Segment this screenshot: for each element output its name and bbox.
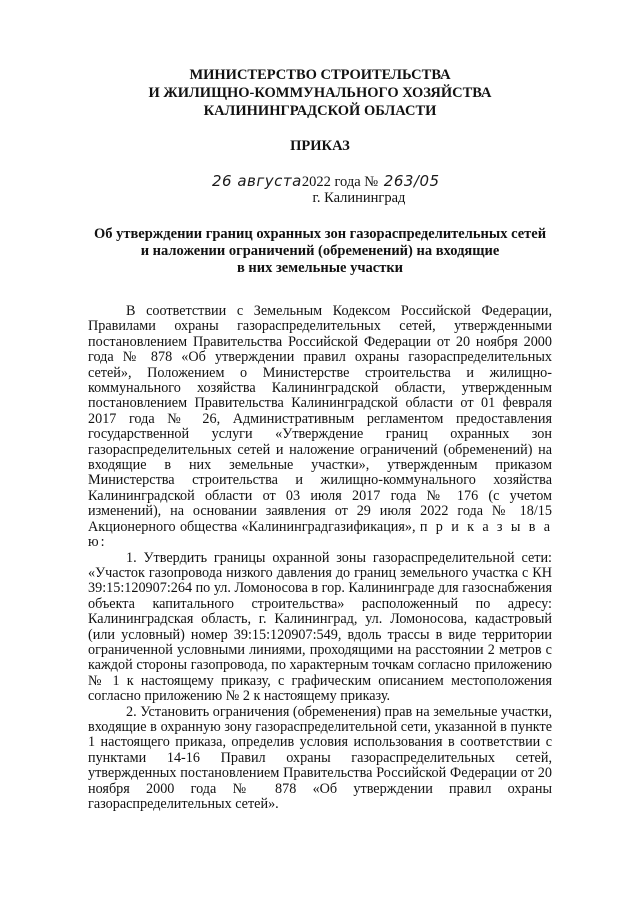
preamble-paragraph — [88, 304, 552, 551]
handwritten-order-number: 263/05 — [383, 172, 440, 190]
subject-line-3: в них земельные участки — [236, 260, 404, 276]
command-word: п р и к а з ы в а ю: — [88, 518, 553, 551]
order-city: г. Калининград — [312, 190, 406, 206]
order-body — [88, 304, 552, 812]
handwritten-date: 26 августа — [212, 172, 302, 190]
subject-line-1: Об утверждении границ охранных зон газораспределительных сетей — [93, 226, 547, 242]
header-line-3: КАЛИНИНГРАДСКОЙ ОБЛАСТИ — [203, 103, 437, 119]
document-title: ПРИКАЗ — [290, 138, 350, 154]
order-subject — [0, 226, 640, 277]
subject-line-2: и наложении ограничений (обременений) на входящие — [140, 243, 500, 259]
clause-2-paragraph: 2. Установить ограничения (обременения) прав на земельные участки, входящие в охранную зону газораспределительной сети, указанной в пункте 1 настоящего приказа, определив условия использования в соответствии с пунктами 14-16 Правил охраны газораспределительных сетей, утвержденных постановлением Правительства Российской Федерации от 20 ноября 2000 года № 878 «Об утверждении правил охраны газораспределительных сетей». — [88, 703, 552, 812]
clause-1-paragraph: 1. Утвердить границы охранной зоны газораспределительной сети: «Участок газопровода низкого давления до границ земельного участка с КН 39:15:120907:264 по ул. Ломоносова в гор. Калининграде для газоснабжения объекта капитального строительства» расположенный по адресу: Калининградская область, г. Калининград, ул. Ломоносова, кадастровый (или условный) номер 39:15:120907:549, вдоль трассы в виде территории ограниченной условными линиями, проходящими на расстоянии 2 метров с каждой стороны газопровода, по характерным точкам согласно приложению № 1 к настоящему приказу, с графическим описанием местоположения согласно приложению № 2 к настоящему приказу. — [88, 549, 552, 705]
header-line-1: МИНИСТЕРСТВО СТРОИТЕЛЬСТВА — [189, 67, 451, 83]
preamble-text: В соответствии с Земельным Кодексом Российской Федерации, Правилами охраны газораспределительных сетей, утвержденными постановлением Правительства Российской Федерации от 20 ноября 2000 года № 878 «Об утверждении правил охраны газораспределительных сетей», Положением о Министерстве строительства и жилищно-коммунального хозяйства Калининградской области, утвержденным постановлением Правительства Калининградской области от 01 февраля 2017 года № 26, Административным регламентом предоставления государственной услуги «Утверждение границ охранных зон газораспределительных сетей и наложение ограничений (обременений) на входящие в них земельные участки», утвержденным приказом Министерства строительства и жилищно-коммунального хозяйства Калининградской области от 03 июля 2017 года № 176 (с учетом изменений), на основании заявления от 29 июля 2022 года № 18/15 Акционерного общества «Калининградгазификация», — [88, 303, 552, 535]
header-line-2: И ЖИЛИЩНО-КОММУНАЛЬНОГО ХОЗЯЙСТВА — [148, 85, 492, 101]
order-year-text: 2022 года № — [301, 174, 379, 190]
order-date-line — [212, 172, 440, 191]
ministry-header — [0, 66, 640, 120]
